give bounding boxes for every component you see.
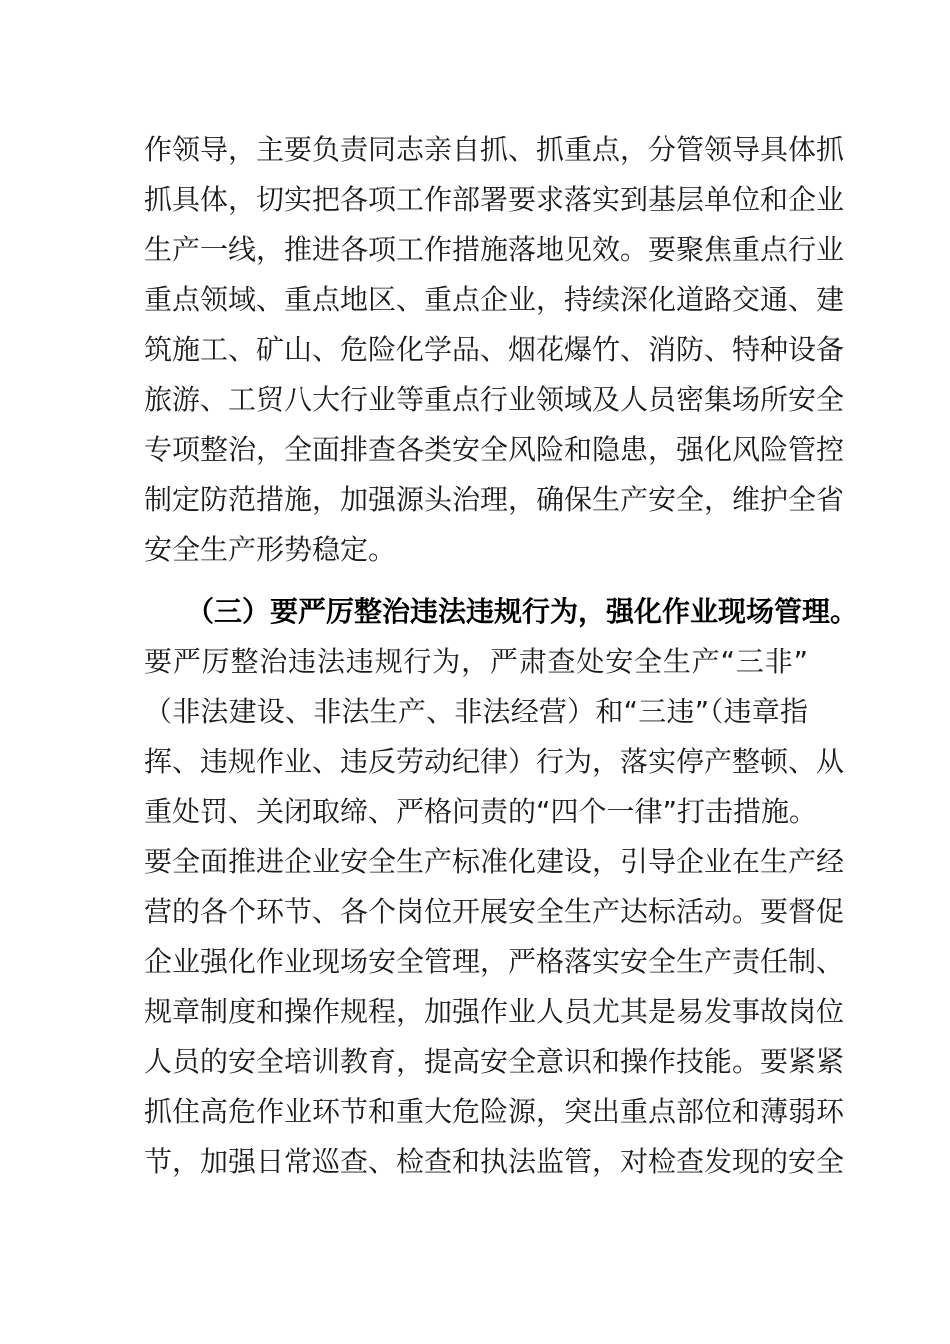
text-line: 制定防范措施，加强源头治理，确保生产安全，维护全省 (144, 483, 845, 516)
text-line: 规章制度和操作规程，加强作业人员尤其是易发事故岗位 (144, 995, 845, 1028)
text-line: 营的各个环节、各个岗位开展安全生产达标活动。要督促 (144, 895, 845, 928)
text-line: 人员的安全培训教育，提高安全意识和操作技能。要紧紧 (144, 1045, 845, 1078)
text-line: 企业强化作业现场安全管理，严格落实安全生产责任制、 (144, 945, 845, 978)
text-line: 要全面推进企业安全生产标准化建设，引导企业在生产经 (144, 845, 845, 878)
text-line: （非法建设、非法生产、非法经营）和“三违”（违章指 (144, 695, 808, 728)
text-line: 安全生产形势稳定。 (144, 533, 397, 566)
text-line: 重处罚、关闭取缔、严格问责的“四个一律”打击措施。 (144, 795, 818, 828)
text-line: 筑施工、矿山、危险化学品、烟花爆竹、消防、特种设备 (144, 333, 845, 366)
text-line: 抓住高危作业环节和重大危险源，突出重点部位和薄弱环 (144, 1095, 845, 1128)
text-line: 专项整治，全面排查各类安全风险和隐患，强化风险管控 (144, 433, 845, 466)
text-line: 旅游、工贸八大行业等重点行业领域及人员密集场所安全 (144, 383, 845, 416)
text-line: 节，加强日常巡查、检查和执法监管，对检查发现的安全 (144, 1145, 845, 1178)
text-line: 挥、违规作业、违反劳动纪律）行为，落实停产整顿、从 (144, 745, 845, 778)
text-line: 抓具体，切实把各项工作部署要求落实到基层单位和企业 (144, 183, 845, 216)
text-line: 要严厉整治违法违规行为，严肃查处安全生产“三非” (144, 645, 808, 678)
text-line: 重点领域、重点地区、重点企业，持续深化道路交通、建 (144, 283, 845, 316)
section-heading: （三）要严厉整治违法违规行为，强化作业现场管理。 (186, 595, 859, 628)
text-line: 作领导，主要负责同志亲自抓、抓重点，分管领导具体抓 (144, 133, 845, 166)
text-line: 生产一线，推进各项工作措施落地见效。要聚焦重点行业 (144, 233, 845, 266)
